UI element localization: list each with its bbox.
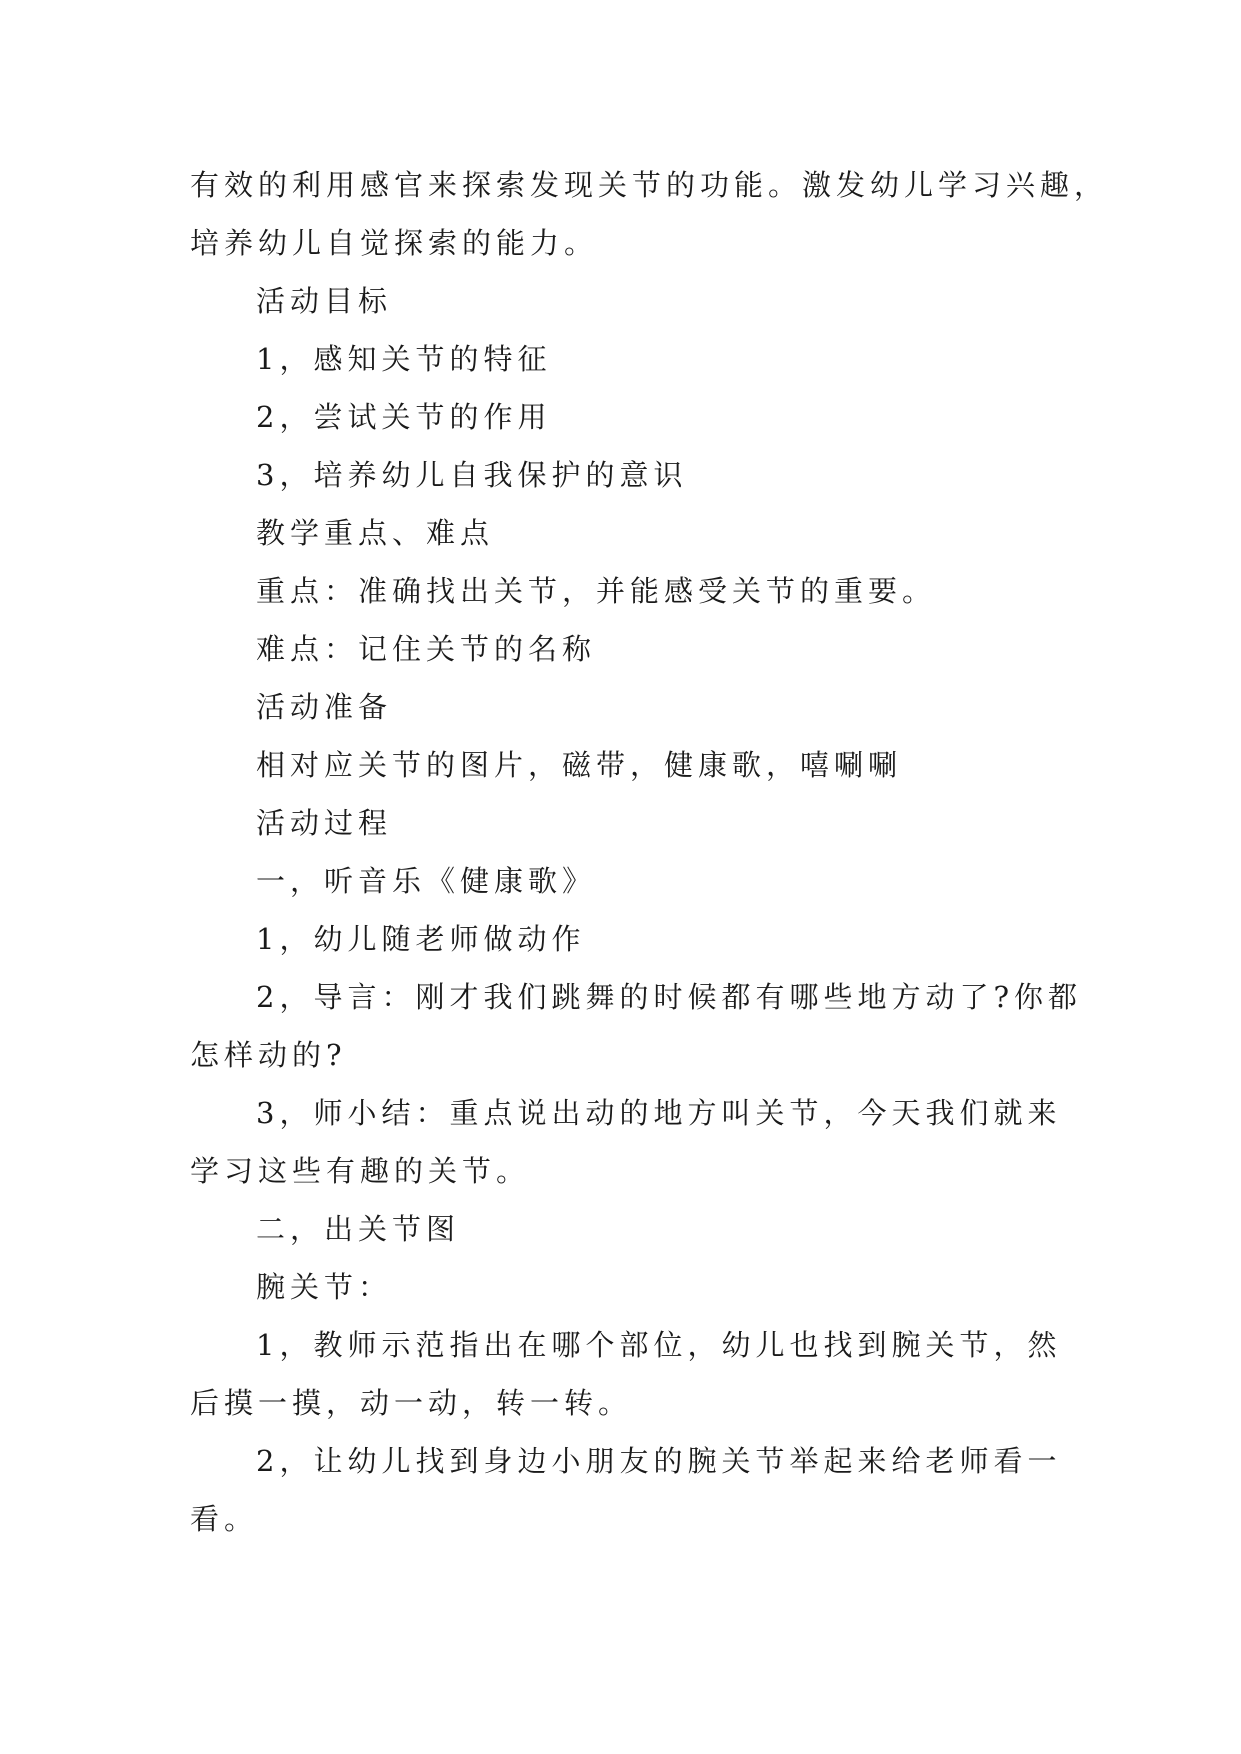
list-item: 2，让幼儿找到身边小朋友的腕关节举起来给老师看一: [256, 1444, 1062, 1478]
paragraph-line: 重点：准确找出关节，并能感受关节的重要。: [256, 574, 937, 608]
paragraph-line: 培养幼儿自觉探索的能力。: [190, 226, 599, 260]
paragraph-line: 腕关节：: [256, 1270, 393, 1304]
paragraph-line: 有效的利用感官来探索发现关节的功能。激发幼儿学习兴趣，: [190, 168, 1109, 202]
section-heading: 活动目标: [256, 284, 393, 318]
paragraph-line: 相对应关节的图片，磁带，健康歌，嘻唰唰: [256, 748, 903, 782]
list-item: 1，教师示范指出在哪个部位，幼儿也找到腕关节，然: [256, 1328, 1062, 1362]
list-item: 2，尝试关节的作用: [256, 400, 552, 434]
subsection-heading: 二，出关节图: [256, 1212, 461, 1246]
list-item: 1，感知关节的特征: [256, 342, 552, 376]
list-item: 2，导言：刚才我们跳舞的时候都有哪些地方动了?你都: [256, 980, 1082, 1014]
paragraph-line: 后摸一摸，动一动，转一转。: [190, 1386, 633, 1420]
list-item: 3，师小结：重点说出动的地方叫关节，今天我们就来: [256, 1096, 1062, 1130]
section-heading: 活动过程: [256, 806, 393, 840]
paragraph-line: 看。: [190, 1502, 259, 1536]
section-heading: 教学重点、难点: [256, 516, 495, 550]
paragraph-line: 难点：记住关节的名称: [256, 632, 597, 666]
document-body: [190, 156, 1109, 1548]
paragraph-line: 学习这些有趣的关节。: [190, 1154, 531, 1188]
subsection-heading: 一，听音乐《健康歌》: [256, 864, 597, 898]
list-item: 1，幼儿随老师做动作: [256, 922, 586, 956]
section-heading: 活动准备: [256, 690, 393, 724]
paragraph-line: 怎样动的?: [190, 1038, 347, 1072]
list-item: 3，培养幼儿自我保护的意识: [256, 458, 688, 492]
